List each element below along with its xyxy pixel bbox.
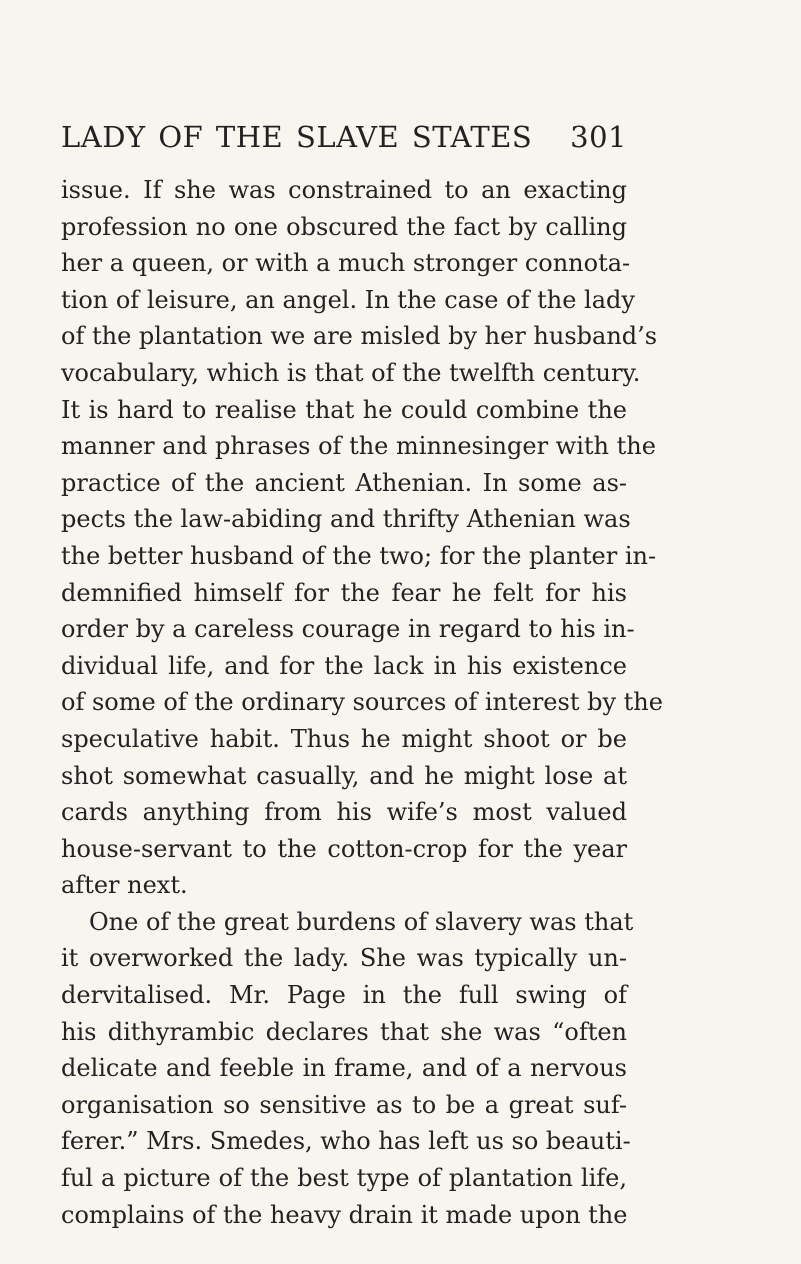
text-line: her a queen, or with a much stronger connota- <box>61 249 631 278</box>
text-line: dervitalised. Mr. Page in the full swing of <box>61 981 627 1010</box>
text-line: practice of the ancient Athenian. In some as- <box>61 468 627 497</box>
text-line: it overworked the lady. She was typically un- <box>61 944 627 973</box>
text-line: after next. <box>61 871 188 900</box>
text-line: of the plantation we are misled by her husband’s <box>61 322 658 351</box>
text-line: shot somewhat casually, and he might lose at <box>61 761 627 790</box>
page-number: 301 <box>570 120 627 154</box>
text-line: organisation so sensitive as to be a great suf- <box>61 1090 627 1119</box>
text-line: tion of leisure, an angel. In the case of the lady <box>61 285 635 314</box>
running-head-title: LADY OF THE SLAVE STATES <box>61 120 533 154</box>
text-line: complains of the heavy drain it made upon the <box>61 1200 628 1229</box>
text-line: demnified himself for the fear he felt for his <box>61 578 627 607</box>
text-line: speculative habit. Thus he might shoot or be <box>61 724 627 753</box>
text-line: pects the law-abiding and thrifty Athenian was <box>61 505 631 534</box>
text-line: order by a careless courage in regard to his in- <box>61 615 635 644</box>
text-line: the better husband of the two; for the planter in- <box>61 541 657 570</box>
text-line: house-servant to the cotton-crop for the year <box>61 834 627 863</box>
text-line: profession no one obscured the fact by calling <box>61 212 627 241</box>
text-line: ferer.” Mrs. Smedes, who has left us so beauti- <box>61 1127 631 1156</box>
text-line: vocabulary, which is that of the twelfth century. <box>61 358 641 387</box>
text-line: manner and phrases of the minnesinger with the <box>61 432 656 461</box>
text-line: delicate and feeble in frame, and of a nervous <box>61 1054 627 1083</box>
text-line: dividual life, and for the lack in his existence <box>61 651 627 680</box>
body-text <box>61 172 663 1233</box>
text-line: issue. If she was constrained to an exacting <box>61 176 627 204</box>
text-line: cards anything from his wife’s most valued <box>61 798 627 827</box>
text-line: One of the great burdens of slavery was that <box>89 907 634 936</box>
running-head <box>61 120 627 164</box>
text-line: It is hard to realise that he could combine the <box>61 395 627 424</box>
text-line: of some of the ordinary sources of interest by the <box>61 688 663 717</box>
text-line: ful a picture of the best type of plantation life, <box>61 1164 627 1193</box>
text-line: his dithyrambic declares that she was “often <box>61 1017 627 1046</box>
